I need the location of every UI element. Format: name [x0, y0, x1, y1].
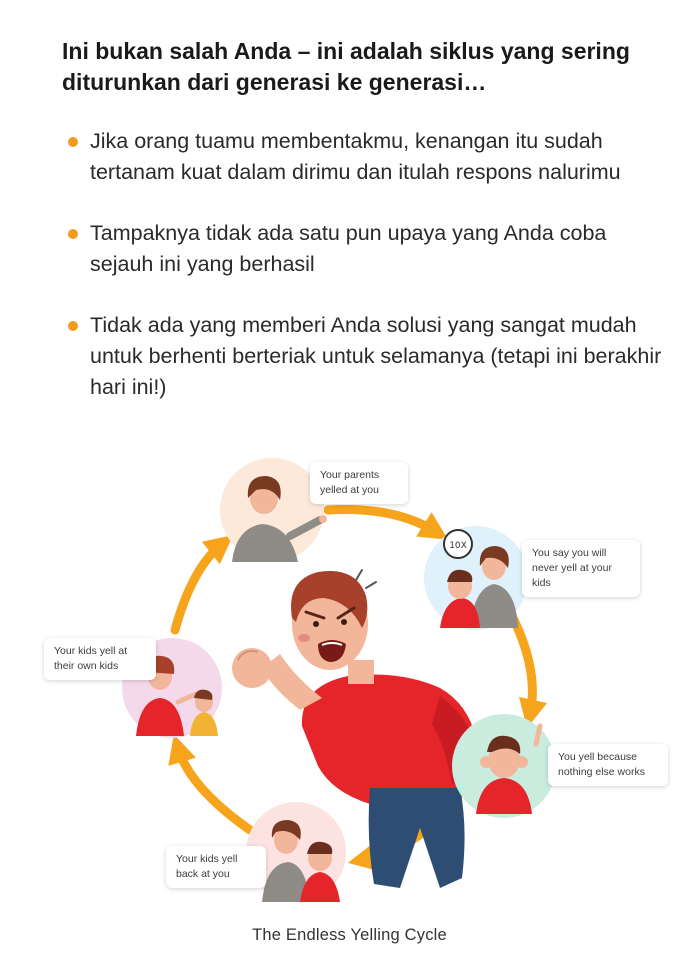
stage-label-parents-yelled [310, 462, 408, 504]
bullet-item-1 [64, 126, 664, 188]
stage-text-2: You say you will never yell at your kids [532, 547, 612, 589]
stage-2-promise-illustration [424, 526, 528, 630]
bullet-item-3 [64, 310, 664, 403]
bullet-dot-icon [68, 137, 78, 147]
stage-label-kids-yell-back [166, 846, 266, 888]
headline: Ini bukan salah Anda – ini adalah siklus yang sering diturunkan dari generasi ke generasi… [62, 38, 630, 95]
cycle-illustration [0, 448, 699, 976]
bullet-text-2: Tampaknya tidak ada satu pun upaya yang Anda coba sejauh ini yang berhasil [90, 221, 607, 276]
bullet-dot-icon [68, 229, 78, 239]
stage-text-3: You yell because nothing else works [558, 751, 645, 778]
bullet-text-3: Tidak ada yang memberi Anda solusi yang sangat mudah untuk berhenti berteriak untuk selamanya (tetapi ini berakhir hari ini!) [90, 313, 662, 399]
bullet-list [64, 126, 664, 403]
stage-label-kids-own-kids [44, 638, 156, 680]
stage-3-child-illustration [452, 714, 556, 818]
stage-text-4: Your kids yell back at you [176, 853, 238, 880]
yelling-cycle-diagram [0, 448, 699, 976]
bullet-dot-icon [68, 321, 78, 331]
arrow-stage1-to-stage2 [328, 509, 436, 532]
arrow-stage5-to-stage1 [175, 544, 222, 630]
diagram-caption: The Endless Yelling Cycle [252, 926, 447, 944]
stage-label-never-yell [522, 540, 640, 597]
stage-text-5: Your kids yell at their own kids [54, 645, 128, 672]
stage-text-1: Your parents yelled at you [320, 469, 380, 496]
arrow-stage4-to-stage5 [178, 748, 250, 830]
bullet-item-2 [64, 218, 664, 280]
bullet-text-1: Jika orang tuamu membentakmu, kenangan itu sudah tertanam kuat dalam dirimu dan itulah respons nalurimu [90, 129, 621, 184]
stage-label-yell-because [548, 744, 668, 786]
clock-label: 10X [449, 541, 467, 551]
